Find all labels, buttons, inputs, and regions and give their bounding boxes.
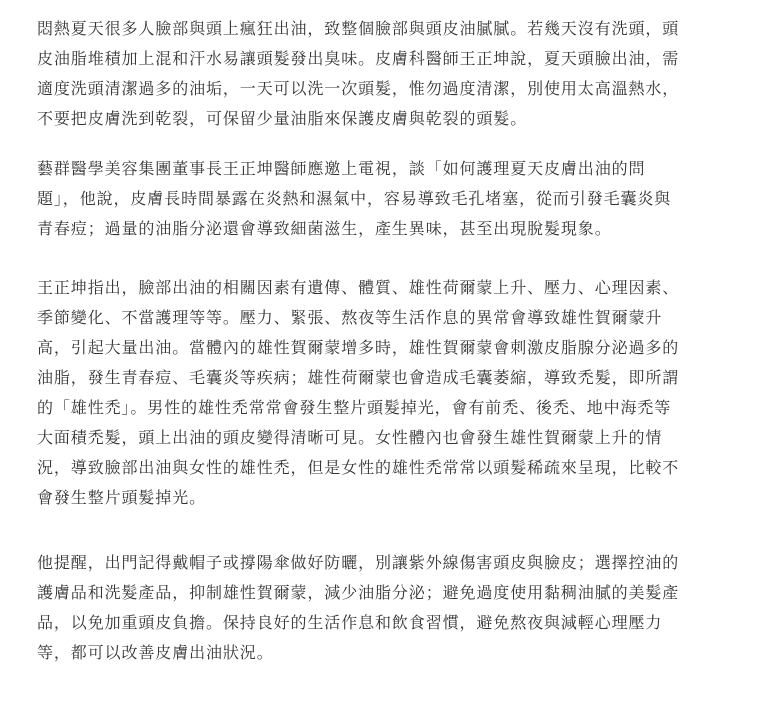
paragraph-line: 等，都可以改善皮膚出油狀況。 — [37, 643, 274, 662]
paragraph-line: 況，導致臉部出油與女性的雄性禿，但是女性的雄性禿常常以頭髮稀疏來呈現，比較不 — [37, 458, 680, 477]
paragraph-line: 藝群醫學美容集團董事長王正坤醫師應邀上電視，談「如何護理夏天皮膚出油的問 — [37, 159, 646, 178]
paragraph-line: 大面積禿髮，頭上出油的頭皮變得清晰可見。女性體內也會發生雄性賀爾蒙上升的情 — [37, 428, 663, 447]
paragraph-line: 高，引起大量出油。當體內的雄性賀爾蒙增多時，雄性賀爾蒙會刺激皮脂腺分泌過多的 — [37, 338, 680, 357]
paragraph-line: 護膚品和洗髮產品，抑制雄性賀爾蒙，減少油脂分泌；避免過度使用黏稠油膩的美髮產 — [37, 583, 680, 602]
paragraph-line: 適度洗頭清潔過多的油垢，一天可以洗一次頭髮，惟勿過度清潔，別使用太高溫熱水， — [37, 79, 680, 98]
paragraph-line: 不要把皮膚洗到乾裂，可保留少量油脂來保護皮膚與乾裂的頭髮。 — [37, 109, 528, 128]
paragraph-line: 皮油脂堆積加上混和汗水易讓頭髮發出臭味。皮膚科醫師王正坤說，夏天頭臉出油，需 — [37, 49, 680, 68]
article-paragraph-3 — [37, 273, 737, 513]
paragraph-line: 題」，他說，皮膚長時間暴露在炎熱和濕氣中，容易導致毛孔堵塞，從而引發毛囊炎與 — [37, 189, 672, 208]
article-paragraph-4 — [37, 548, 737, 668]
paragraph-line: 季節變化、不當護理等等。壓力、緊張、熬夜等生活作息的異常會導致雄性賀爾蒙升 — [37, 308, 663, 327]
paragraph-line: 品，以免加重頭皮負擔。保持良好的生活作息和飲食習慣，避免熬夜與減輕心理壓力 — [37, 613, 663, 632]
paragraph-line: 悶熱夏天很多人臉部與頭上瘋狂出油，致整個臉部與頭皮油膩膩。若幾天沒有洗頭，頭 — [37, 19, 680, 38]
paragraph-line: 王正坤指出，臉部出油的相關因素有遺傳、體質、雄性荷爾蒙上升、壓力、心理因素、 — [37, 278, 680, 297]
paragraph-line: 青春痘；過量的油脂分泌還會導致細菌滋生，產生異味，甚至出現脫髮現象。 — [37, 219, 612, 238]
paragraph-line: 他提醒，出門記得戴帽子或撐陽傘做好防曬，別讓紫外線傷害頭皮與臉皮；選擇控油的 — [37, 553, 680, 572]
paragraph-line: 的「雄性禿」。男性的雄性禿常常會發生整片頭髮掉光，會有前禿、後禿、地中海禿等 — [37, 398, 672, 417]
article-paragraph-2 — [37, 154, 737, 244]
paragraph-line: 油脂，發生青春痘、毛囊炎等疾病；雄性荷爾蒙也會造成毛囊萎縮，導致禿髮，即所謂 — [37, 368, 680, 387]
paragraph-line: 會發生整片頭髮掉光。 — [37, 488, 207, 507]
article-paragraph-1 — [37, 14, 737, 134]
